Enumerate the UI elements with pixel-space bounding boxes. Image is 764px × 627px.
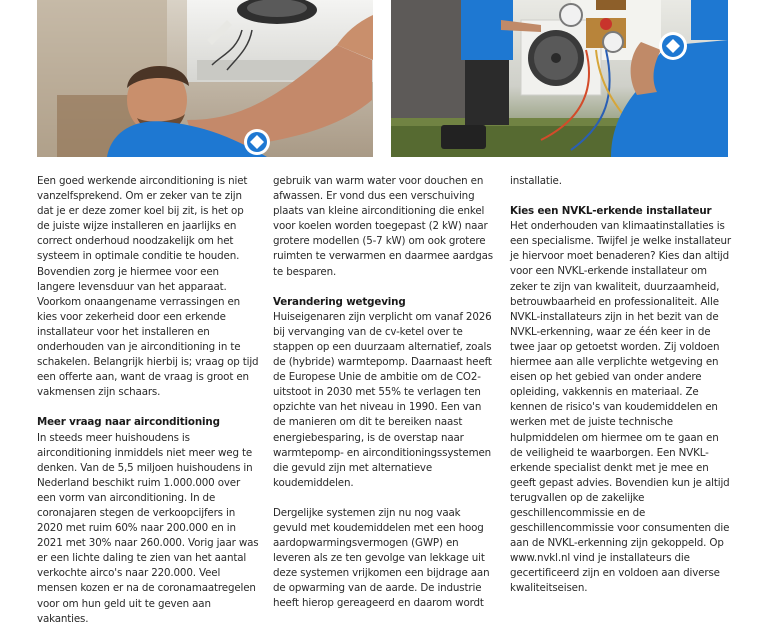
continued-paragraph-end: installatie. xyxy=(510,175,562,187)
section-heading-meer-vraag: Meer vraag naar airconditioning xyxy=(37,416,220,429)
article-column-2 xyxy=(273,174,495,612)
section-paragraph-nvkl-installateur: Het onderhouden van klimaatinstallaties is een specialisme. Twijfel je welke installateur je hiervoor moet benaderen? Kies dan altijd voor een NVKL-erkende installateur om zeker te zijn van kwaliteit, duurzaamheid, betrouwbaarheid en professionaliteit. Alle NVKL-installateurs zijn in het bezit van de NVKL-erkenning, waar ze één keer in de twee jaar op getoetst worden. Zij voldoen hiermee aan alle verplichte wetgeving en eisen op het gebied van onder andere opleiding, vakkennis en materiaal. Ze kennen de risico's van koudemiddelen en werken met de juiste technische hulpmiddelen om hiermee om te gaan en de veiligheid te waarborgen. Een NVKL-erkende specialist denkt met je mee en geeft gepast advies. Bovendien kun je altijd terugvallen op de zakelijke geschillencommissie en de geschillencommissie voor consumenten die aan de NVKL-erkenning zijn gekoppeld. Op www.nvkl.nl vind je installateurs die gecertificeerd zijn en voldoen aan diverse kwaliteitseisen. xyxy=(510,220,732,595)
section-heading-verandering-wetgeving: Verandering wetgeving xyxy=(273,295,406,308)
section-paragraph-meer-vraag: In steeds meer huishoudens is airconditioning inmiddels niet meer weg te denken. Van de 5,5 miljoen huishoudens in Nederland beschikt ruim 1.000.000 over een vorm van airconditioning. In de coronajaren stegen de verkoopcijfers in 2020 met ruim 60% naar 200.000 en in 2021 met 30% naar 260.000. Vorig jaar was er een lichte daling te zien van het aantal verkochte airco's naar 220.000. Veel mensen kozen er na de coronamaatregelen voor om hun geld uit te geven aan vakanties. xyxy=(37,431,259,625)
photo-technicians-outdoor-unit xyxy=(391,0,728,157)
section-heading-nvkl-installateur: Kies een NVKL-erkende installateur xyxy=(510,205,712,218)
continued-paragraph: gebruik van warm water voor douchen en afwassen. Er vond dus een verschuiving plaats van kleine airconditioning die enkel voor koelen worden toegepast (2 kW) naar grotere modellen (5-7 kW) om ook grotere ruimten te verwarmen en daarmee aardgas te besparen. xyxy=(273,175,493,278)
photo-technician-indoor-unit xyxy=(37,0,373,157)
article-column-3 xyxy=(510,174,732,597)
section-paragraph-verandering-wetgeving: Huiseigenaren zijn verplicht om vanaf 2026 bij vervanging van de cv-ketel over te stappen op een duurzaam alternatief, zoals de (hybride) warmtepomp. Daarnaast heeft de Europese Unie de ambitie om de CO2-uitstoot in 2030 met 55% te verlagen ten opzichte van het niveau in 1990. Een van de manieren om dit te bereiken naast energiebesparing, is de overstap naar warmtepomp- en airconditioningssystemen die gevuld zijn met alternatieve koudemiddelen. xyxy=(273,310,492,489)
photo-technicians-outdoor-unit-illustration xyxy=(391,0,728,157)
intro-paragraph: Een goed werkende airconditioning is niet vanzelfsprekend. Om er zeker van te zijn dat je er deze zomer koel bij zit, is het op de juiste wijze installeren en jaarlijks en correct onderhoud noodzakelijk om het systeem in optimale conditie te houden. Bovendien zorg je hiermee voor een langere levensduur van het apparaat. Voorkom onaangename verrassingen en kies voor zekerheid door een erkende installateur voor het installeren en onderhouden van je airconditioning in te schakelen. Belangrijk hierbij is; vraag op tijd een offerte aan, want de vraag is groot en vakmensen zijn schaars. xyxy=(37,175,259,399)
section-paragraph-koudemiddelen: Dergelijke systemen zijn nu nog vaak gevuld met koudemiddelen met een hoog aardopwarmingsvermogen (GWP) en leveren als ze ten gevolge van lekkage uit deze systemen vrijkomen een bijdrage aan de opwarming van de aarde. De industrie heeft hierop gereageerd en daarom wordt xyxy=(273,506,490,610)
photo-technician-indoor-unit-illustration xyxy=(37,0,373,157)
article-column-1 xyxy=(37,174,259,627)
